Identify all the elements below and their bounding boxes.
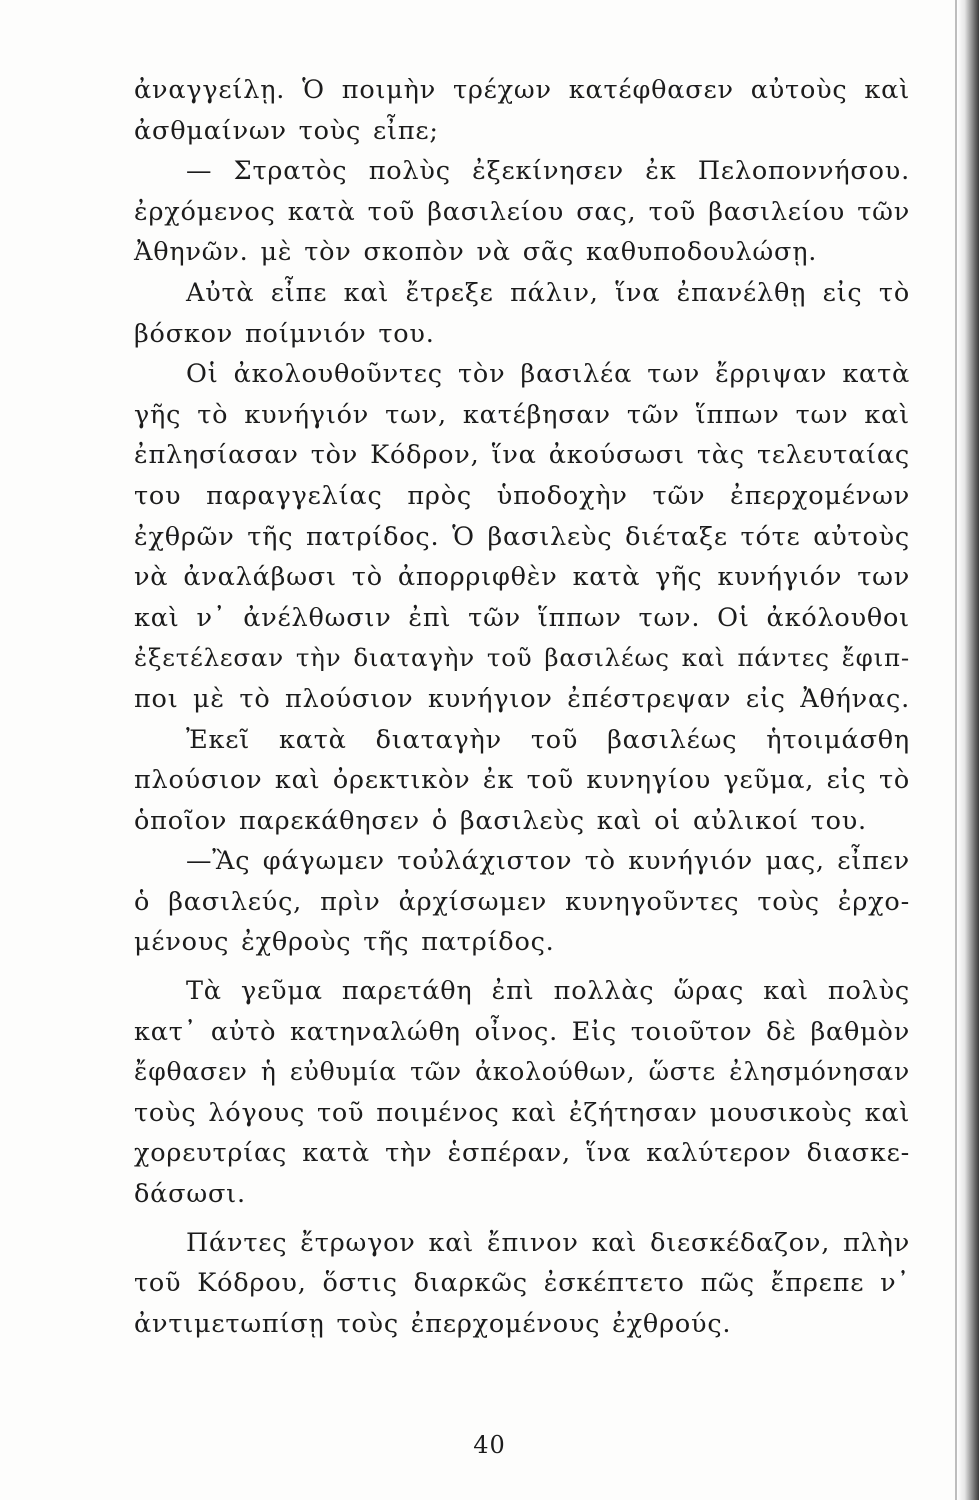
text-line: — Στρατὸς πολὺς ἐξεκίνησεν ἐκ Πελοποννήσου. <box>186 156 910 187</box>
text-line: τοῦ Κόδρου, ὅστις διαρκῶς ἐσκέπτετο πῶς ἔπρεπε ν᾽ <box>134 1268 910 1299</box>
text-line: πλούσιον καὶ ὀρεκτικὸν ἐκ τοῦ κυνηγίου γεῦμα, εἰς τὸ <box>134 765 910 796</box>
text-line: δάσωσι. <box>134 1179 246 1210</box>
text-line: ἀσθμαίνων τοὺς εἶπε; <box>134 115 439 146</box>
paragraph-gap <box>134 1215 910 1223</box>
text-line: Ἀθηνῶν. μὲ τὸν σκοπὸν νὰ σᾶς καθυποδουλώσῃ. <box>134 237 818 268</box>
text-line: τοὺς λόγους τοῦ ποιμένος καὶ ἐζήτησαν μουσικοὺς καὶ <box>134 1097 911 1128</box>
paragraph-gap <box>134 963 910 971</box>
text-line: Πάντες ἔτρωγον καὶ ἔπινον καὶ διεσκέδαζον, πλὴν <box>186 1227 910 1258</box>
text-line: νὰ ἀναλάβωσι τὸ ἀπορριφθὲν κατὰ γῆς κυνήγιόν των <box>134 562 910 593</box>
text-line: ποι μὲ τὸ πλούσιον κυνήγιον ἐπέστρεψαν εἰς Ἀθήνας. <box>134 683 910 714</box>
body-text <box>134 70 910 1344</box>
text-line: Ἐκεῖ κατὰ διαταγὴν τοῦ βασιλέως ἡτοιμάσθη <box>186 724 910 755</box>
text-line: βόσκον ποίμνιόν του. <box>134 318 435 349</box>
text-line: ἀναγγείλῃ. Ὁ ποιμὴν τρέχων κατέφθασεν αὐτοὺς καὶ <box>134 75 910 105</box>
page-edge-shadow <box>957 0 979 1500</box>
text-line: Οἱ ἀκολουθοῦντες τὸν βασιλέα των ἔρριψαν κατὰ <box>186 359 910 390</box>
text-line: ἔφθασεν ἡ εὐθυμία τῶν ἀκολούθων, ὥστε ἐλησμόνησαν <box>134 1057 910 1087</box>
text-line: ἐξετέλεσαν τὴν διαταγὴν τοῦ βασιλέως καὶ πάντες ἔφιπ- <box>134 643 910 673</box>
text-line: καὶ ν᾽ ἀνέλθωσιν ἐπὶ τῶν ἵππων των. Οἱ ἀκόλουθοι <box>134 602 910 633</box>
text-line: Τὰ γεῦμα παρετάθη ἐπὶ πολλὰς ὥρας καὶ πολὺς <box>186 976 910 1007</box>
text-line: χορευτρίας κατὰ τὴν ἑσπέραν, ἵνα καλύτερον διασκε- <box>134 1138 910 1169</box>
page-number: 40 <box>473 1431 506 1459</box>
text-line: ἐρχόμενος κατὰ τοῦ βασιλείου σας, τοῦ βασιλείου τῶν <box>134 196 910 227</box>
text-line: ἀντιμετωπίσῃ τοὺς ἐπερχομένους ἐχθρούς. <box>134 1308 732 1339</box>
text-line: ἐχθρῶν τῆς πατρίδος. Ὁ βασιλεὺς διέταξε τότε αὐτοὺς <box>134 521 910 552</box>
text-line: κατ᾽ αὐτὸ κατηναλώθη οἶνος. Εἰς τοιοῦτον δὲ βαθμὸν <box>134 1016 910 1047</box>
text-line: γῆς τὸ κυνήγιόν των, κατέβησαν τῶν ἵππων των καὶ <box>134 399 910 430</box>
text-line: —Ἂς φάγωμεν τοὐλάχιστον τὸ κυνήγιόν μας, εἶπεν <box>186 846 910 877</box>
text-line: Αὐτὰ εἶπε καὶ ἔτρεξε πάλιν, ἵνα ἐπανέλθῃ εἰς τὸ <box>186 277 910 308</box>
text-line: ὁποῖον παρεκάθησεν ὁ βασιλεὺς καὶ οἱ αὐλικοί του. <box>134 805 867 836</box>
text-line: ὁ βασιλεύς, πρὶν ἀρχίσωμεν κυνηγοῦντες τοὺς ἐρχο- <box>134 886 910 917</box>
text-line: ἐπλησίασαν τὸν Κόδρον, ἵνα ἀκούσωσι τὰς τελευταίας <box>134 440 910 471</box>
text-line: μένους ἐχθροὺς τῆς πατρίδος. <box>134 927 555 958</box>
text-line: του παραγγελίας πρὸς ὑποδοχὴν τῶν ἐπερχομένων <box>134 480 910 511</box>
